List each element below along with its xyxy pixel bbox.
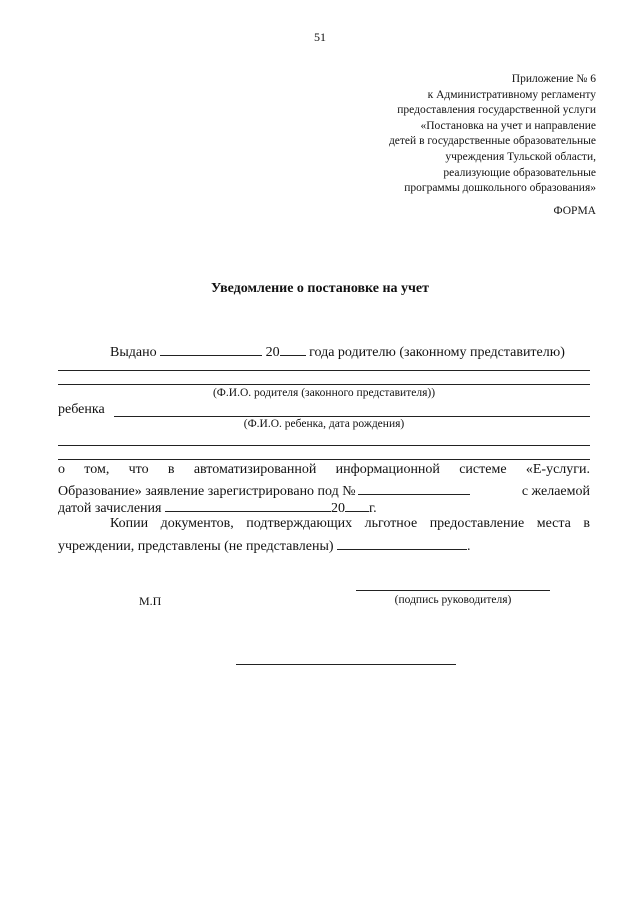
form-label: ФОРМА: [553, 205, 596, 217]
signature-line[interactable]: [356, 590, 550, 591]
appendix-line: детей в государственные образовательные: [388, 135, 596, 148]
appendix-line: Приложение № 6: [511, 73, 596, 85]
body-line-5-end: .: [467, 539, 471, 554]
child-caption: (Ф.И.О. ребенка, дата рождения): [243, 418, 405, 430]
appendix-line: к Административному регламенту: [427, 88, 596, 101]
appendix-line: реализующие образовательные: [443, 166, 596, 179]
body-line-3: [58, 497, 377, 517]
document-title: Уведомление о постановке на учет: [210, 281, 430, 296]
issued-word: Выдано: [110, 345, 157, 360]
child-label: ребенка: [58, 402, 105, 417]
closing-divider: [236, 664, 456, 665]
child-name-line-3[interactable]: [58, 459, 590, 460]
appendix-block: [296, 72, 596, 197]
parent-name-line-1[interactable]: [58, 370, 590, 371]
issued-year-prefix: 20: [265, 345, 280, 360]
enrollment-year-prefix: 20: [330, 501, 345, 516]
parent-name-line-2[interactable]: [58, 384, 590, 385]
issued-date-field[interactable]: [160, 341, 262, 356]
body-line-5: [58, 535, 471, 555]
child-name-line[interactable]: [114, 416, 590, 417]
page-number: 51: [314, 30, 326, 44]
issued-line: [110, 341, 565, 361]
issued-rest: года родителю (законному представителю): [309, 345, 565, 360]
appendix-line: программы дошкольного образования»: [404, 182, 596, 195]
appendix-line: предоставления государственной услуги: [397, 104, 596, 117]
body-line-1: о том, что в автоматизированной информационной системе «Е-услуги.: [58, 462, 590, 477]
body-line-3-start: датой зачисления: [58, 501, 162, 516]
body-line-4: Копии документов, подтверждающих льготное предоставление места в: [110, 516, 590, 531]
signature-caption: (подпись руководителя): [394, 594, 512, 606]
parent-caption: (Ф.И.О. родителя (законного представителя)): [212, 387, 436, 399]
enrollment-date-field[interactable]: [165, 497, 331, 512]
body-line-3-end: г.: [368, 501, 377, 516]
appendix-line: «Постановка на учет и направление: [420, 119, 596, 132]
body-line-2-start: Образование» заявление зарегистрировано под №: [58, 484, 356, 499]
child-name-line-2[interactable]: [58, 445, 590, 446]
enrollment-year-field[interactable]: [345, 497, 369, 512]
body-line-5-start: учреждении, представлены (не представлены): [58, 539, 334, 554]
appendix-line: учреждения Тульской области,: [445, 150, 596, 163]
documents-status-field[interactable]: [337, 535, 467, 550]
body-line-2-end: с желаемой: [521, 484, 590, 499]
stamp-label: М.П: [139, 594, 162, 608]
issued-year-field[interactable]: [280, 341, 306, 356]
registration-number-field[interactable]: [358, 480, 470, 495]
